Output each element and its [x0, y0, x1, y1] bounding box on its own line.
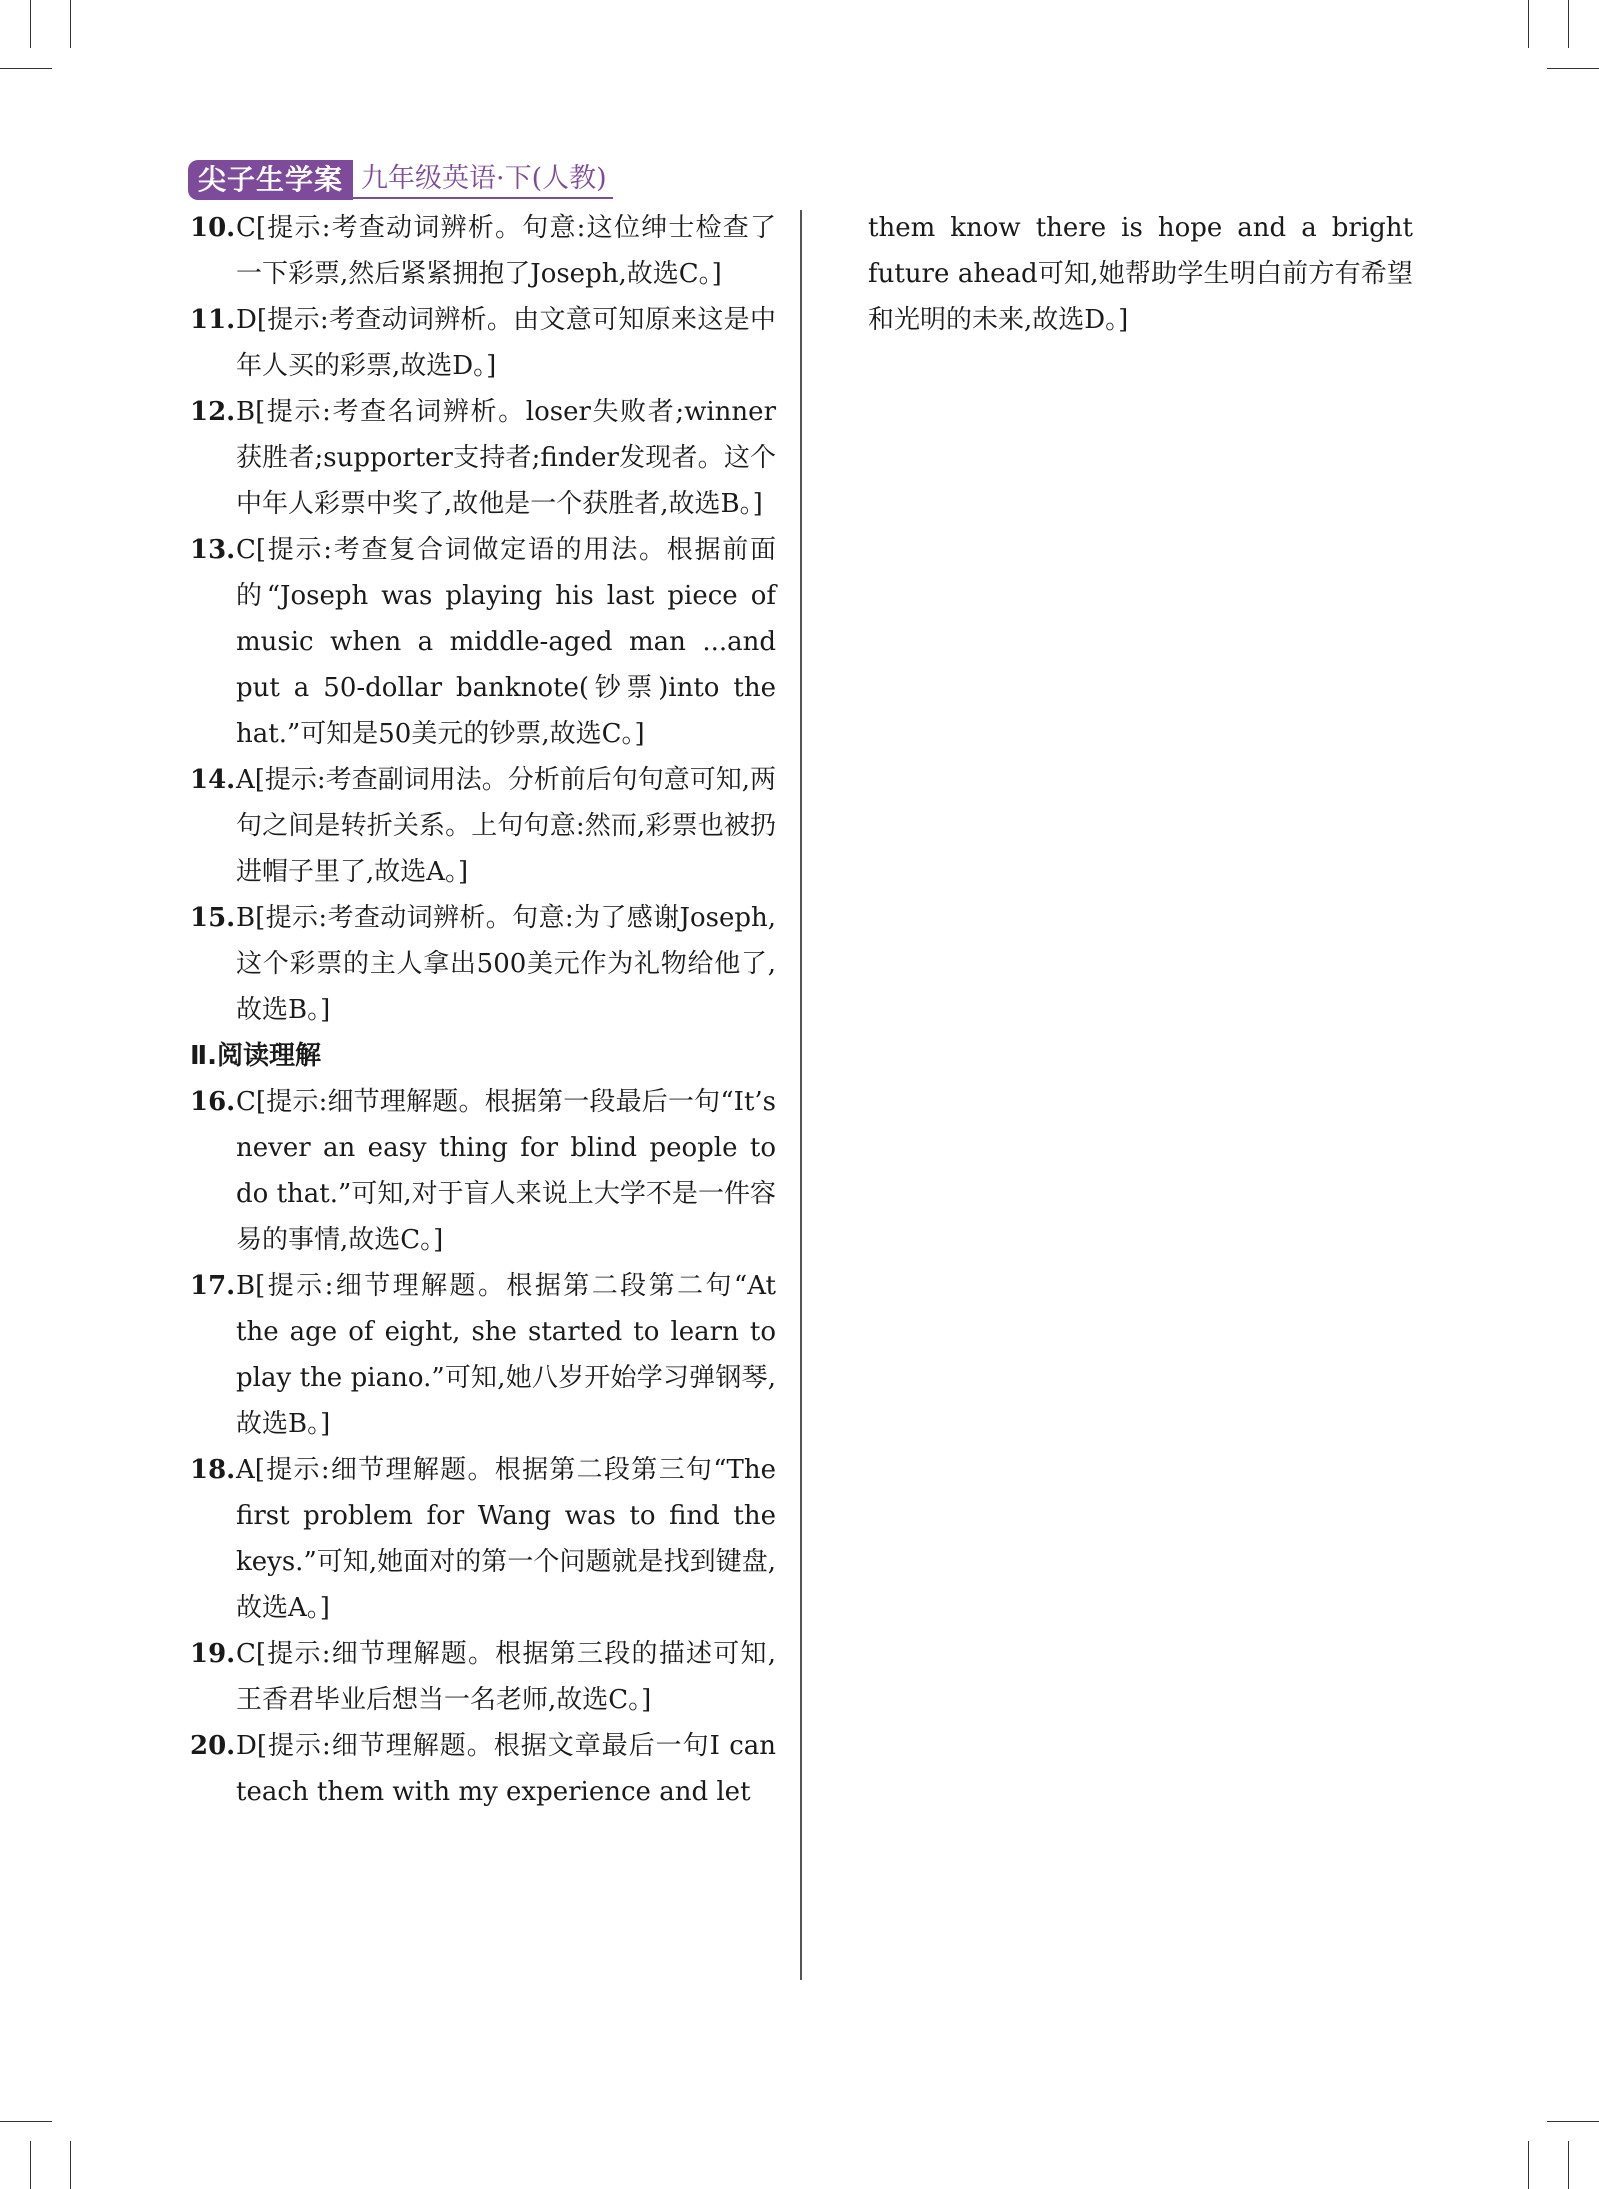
crop-mark — [1528, 2141, 1529, 2189]
left-column — [190, 205, 776, 1815]
answer-text: A[提示:考查副词用法。分析前后句句意可知,两句之间是转折关系。上句句意:然而,彩票也被扔进帽子里了,故选A。] — [236, 765, 776, 887]
page-header — [188, 160, 613, 200]
answer-item — [190, 205, 776, 297]
answer-number: 14. — [190, 765, 236, 795]
answer-text: D[提示:考查动词辨析。由文意可知原来这是中年人买的彩票,故选D。] — [236, 305, 776, 381]
answer-item — [190, 1263, 776, 1447]
section-title: Ⅱ.阅读理解 — [190, 1041, 322, 1071]
answer-text: B[提示:考查名词辨析。loser失败者;winner获胜者;supporter支持者;finder发现者。这个中年人彩票中奖了,故他是一个获胜者,故选B。] — [236, 397, 776, 519]
crop-mark — [70, 0, 71, 48]
answer-item — [190, 757, 776, 895]
answer-text: B[提示:细节理解题。根据第二段第二句“At the age of eight, she started to learn to play the piano.”可知,她八岁开始学习弹钢琴,故选B。] — [236, 1271, 776, 1439]
answer-text: A[提示:细节理解题。根据第二段第三句“The first problem for Wang was to find the keys.”可知,她面对的第一个问题就是找到键盘,故选A。] — [236, 1455, 776, 1623]
answer-text: D[提示:细节理解题。根据文章最后一句I can teach them with my experience and let — [236, 1731, 776, 1807]
answer-item — [190, 1631, 776, 1723]
crop-mark — [1568, 0, 1569, 48]
answer-item — [190, 1079, 776, 1263]
crop-mark — [1547, 2121, 1599, 2122]
brand-label: 尖子生学案 — [188, 160, 353, 200]
crop-mark — [70, 2141, 71, 2189]
crop-mark — [0, 2121, 52, 2122]
answer-number: 19. — [190, 1639, 236, 1669]
answer-number: 17. — [190, 1271, 236, 1301]
crop-mark — [30, 0, 31, 48]
answer-number: 11. — [190, 305, 236, 335]
answer-item — [190, 1723, 776, 1815]
answer-continuation: them know there is hope and a bright future ahead可知,她帮助学生明白前方有希望和光明的未来,故选D。] — [868, 213, 1413, 335]
crop-mark — [0, 68, 52, 69]
answer-item — [190, 1447, 776, 1631]
answer-list-reading — [190, 1079, 776, 1815]
answer-text: C[提示:考查动词辨析。句意:这位绅士检查了一下彩票,然后紧紧拥抱了Joseph,故选C。] — [236, 213, 776, 289]
book-subtitle: 九年级英语·下(人教) — [353, 161, 613, 199]
answer-list-cloze — [190, 205, 776, 1033]
crop-mark — [30, 2141, 31, 2189]
answer-text: C[提示:考查复合词做定语的用法。根据前面的“Joseph was playing his last piece of music when a middle-aged man ...and put a 50-dollar banknote(钞票)into the hat.”可知是50美元的钞票,故选C。] — [236, 535, 776, 749]
answer-number: 12. — [190, 397, 236, 427]
answer-item — [190, 297, 776, 389]
answer-item — [190, 389, 776, 527]
crop-mark — [1568, 2141, 1569, 2189]
answer-text: C[提示:细节理解题。根据第一段最后一句“It’s never an easy thing for blind people to do that.”可知,对于盲人来说上大学不是一件容易的事情,故选C。] — [236, 1087, 776, 1255]
answer-text: B[提示:考查动词辨析。句意:为了感谢Joseph,这个彩票的主人拿出500美元作为礼物给他了,故选B。] — [236, 903, 776, 1025]
right-column — [868, 205, 1413, 343]
answer-text: C[提示:细节理解题。根据第三段的描述可知,王香君毕业后想当一名老师,故选C。] — [236, 1639, 776, 1715]
answer-number: 13. — [190, 535, 236, 565]
answer-number: 16. — [190, 1087, 236, 1117]
answer-item — [190, 527, 776, 757]
answer-number: 20. — [190, 1731, 236, 1761]
crop-mark — [1528, 0, 1529, 48]
answer-item — [190, 895, 776, 1033]
answer-number: 15. — [190, 903, 236, 933]
column-divider — [800, 210, 802, 1980]
answer-number: 10. — [190, 213, 236, 243]
answer-number: 18. — [190, 1455, 236, 1485]
crop-mark — [1547, 68, 1599, 69]
